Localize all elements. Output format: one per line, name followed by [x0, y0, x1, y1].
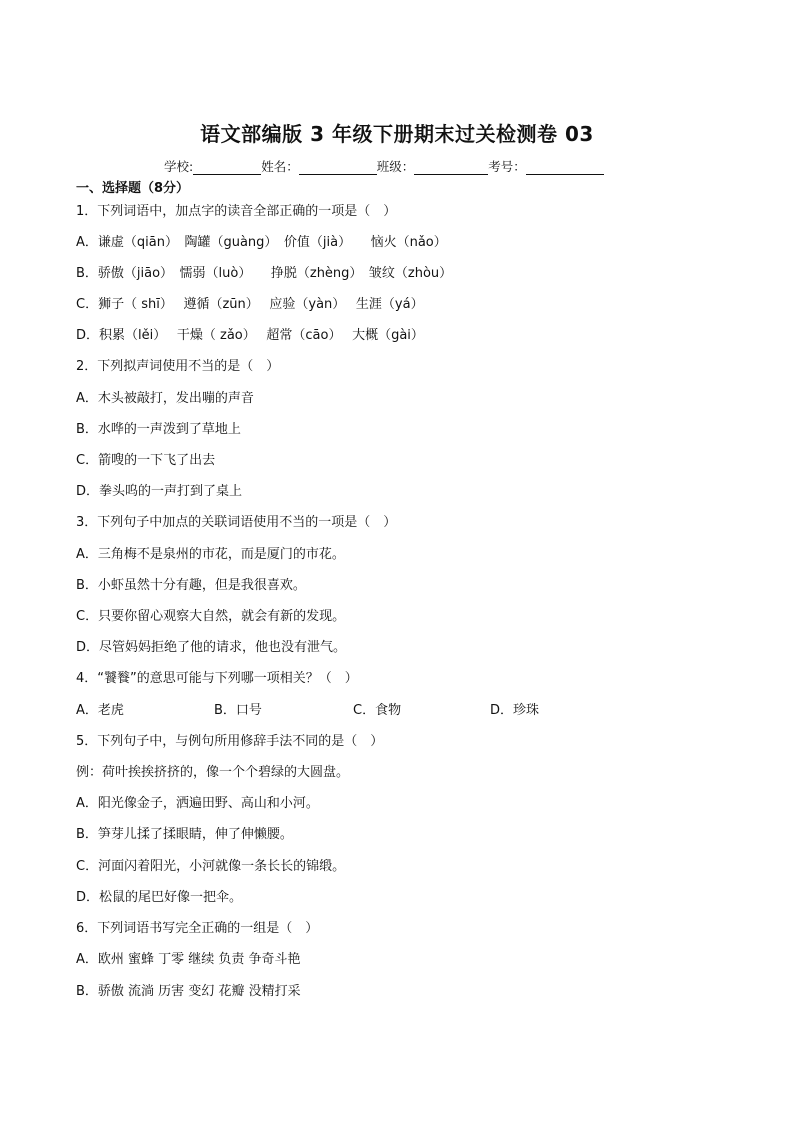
class-blank[interactable] — [414, 160, 488, 175]
question-3-option-c: C．只要你留心观察大自然，就会有新的发现。 — [76, 609, 346, 624]
school-blank[interactable] — [193, 160, 261, 175]
school-label: 学校: — [164, 159, 194, 174]
question-4-option-a: A．老虎 — [76, 703, 124, 718]
number-blank[interactable] — [526, 160, 604, 175]
question-1-option-d: D．积累（lěi） 干燥（ zǎo） 超常（cāo） 大概（gài） — [76, 328, 424, 343]
name-label: 姓名： — [261, 159, 299, 174]
question-4-option-d: D．珍珠 — [490, 703, 540, 718]
question-3-option-a: A．三角梅不是泉州的市花，而是厦门的市花。 — [76, 547, 345, 562]
question-1-option-b: B．骄傲（jiāo） 懦弱（luò） 挣脱（zhèng） 皱纹（zhòu） — [76, 266, 453, 281]
question-3-option-b: B．小虾虽然十分有趣，但是我很喜欢。 — [76, 578, 306, 593]
question-4: 4．“饕餮”的意思可能与下列哪一项相关？（ ） — [76, 671, 358, 686]
question-3-option-d: D．尽管妈妈拒绝了他的请求，他也没有泄气。 — [76, 640, 347, 655]
number-label: 考号： — [488, 159, 526, 174]
question-4-option-c: C．食物 — [353, 703, 402, 718]
question-5-option-a: A．阳光像金子，洒遍田野、高山和小河。 — [76, 796, 319, 811]
question-2-option-c: C．箭嗖的一下飞了出去 — [76, 453, 216, 468]
section-heading: 一、选择题（8分） — [76, 181, 190, 196]
exam-title: 语文部编版 3 年级下册期末过关检测卷 03 — [200, 122, 594, 146]
question-6-option-a: A．欧州 蜜蜂 丁零 继续 负责 争奇斗艳 — [76, 952, 301, 967]
question-5-option-b: B．笋芽儿揉了揉眼睛，伸了伸懒腰。 — [76, 827, 293, 842]
question-1-option-a: A．谦虚（qiān） 陶罐（guàng） 价值（jià） 恼火（nǎo） — [76, 235, 447, 250]
question-4-option-b: B．口号 — [214, 703, 262, 718]
question-1: 1．下列词语中，加点字的读音全部正确的一项是（ ） — [76, 204, 397, 219]
student-info-row — [164, 157, 604, 175]
question-5-example: 例：荷叶挨挨挤挤的，像一个个碧绿的大圆盘。 — [76, 765, 350, 780]
question-2-option-b: B．水哗的一声泼到了草地上 — [76, 422, 241, 437]
name-blank[interactable] — [299, 160, 377, 175]
question-6-option-b: B．骄傲 流淌 历害 变幻 花瓣 没精打采 — [76, 984, 301, 999]
question-4-options — [76, 701, 539, 721]
question-5-option-c: C．河面闪着阳光，小河就像一条长长的锦缎。 — [76, 859, 346, 874]
question-6: 6．下列词语书写完全正确的一组是（ ） — [76, 921, 319, 936]
question-2-option-d: D．拳头呜的一声打到了桌上 — [76, 484, 243, 499]
question-1-option-c: C．狮子（ shī） 遵循（zūn） 应验（yàn） 生涯（yá） — [76, 297, 424, 312]
question-2: 2．下列拟声词使用不当的是（ ） — [76, 359, 280, 374]
question-2-option-a: A．木头被敲打，发出嘣的声音 — [76, 391, 254, 406]
question-3: 3．下列句子中加点的关联词语使用不当的一项是（ ） — [76, 515, 397, 530]
class-label: 班级： — [376, 159, 415, 174]
question-5-option-d: D．松鼠的尾巴好像一把伞。 — [76, 890, 243, 905]
question-5: 5．下列句子中，与例句所用修辞手法不同的是（ ） — [76, 734, 384, 749]
